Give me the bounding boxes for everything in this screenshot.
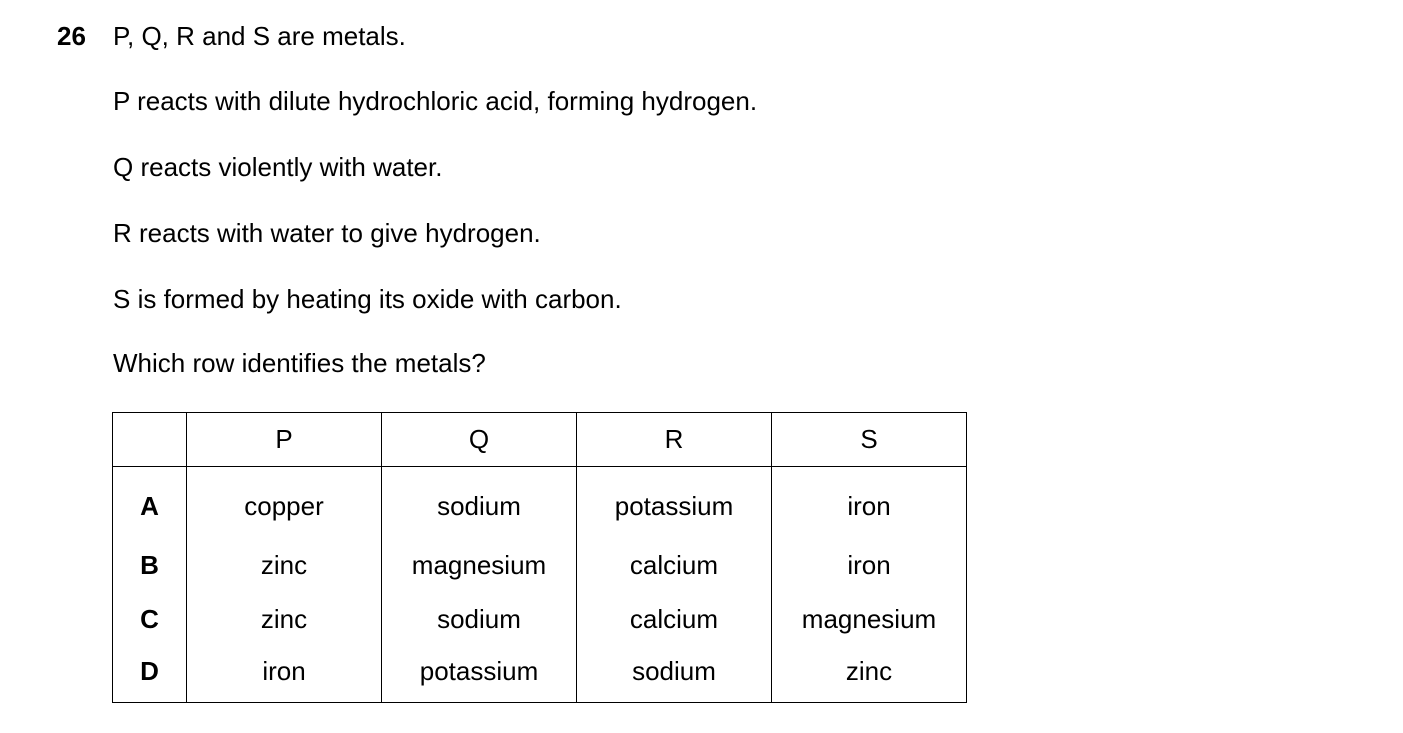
table-cell: sodium: [382, 592, 577, 646]
option-label: B: [113, 538, 187, 592]
statement-q: Q reacts violently with water.: [113, 152, 443, 182]
header-s: S: [772, 413, 967, 467]
table-cell: iron: [187, 646, 382, 703]
statement-p: P reacts with dilute hydrochloric acid, forming hydrogen.: [113, 86, 758, 116]
header-r: R: [577, 413, 772, 467]
table-cell: potassium: [577, 467, 772, 539]
table-cell: magnesium: [772, 592, 967, 646]
table-cell: sodium: [577, 646, 772, 703]
table-cell: iron: [772, 467, 967, 539]
table-cell: zinc: [772, 646, 967, 703]
table-cell: zinc: [187, 592, 382, 646]
table-cell: calcium: [577, 592, 772, 646]
statement-r: R reacts with water to give hydrogen.: [113, 218, 541, 248]
header-blank: [113, 413, 187, 467]
question-intro: P, Q, R and S are metals.: [113, 21, 406, 51]
table-cell: potassium: [382, 646, 577, 703]
question-prompt: Which row identifies the metals?: [113, 348, 486, 378]
table-cell: magnesium: [382, 538, 577, 592]
table-row-a: [113, 467, 967, 539]
question-number: 26: [57, 21, 86, 51]
option-label: A: [113, 467, 187, 539]
table-cell: zinc: [187, 538, 382, 592]
header-p: P: [187, 413, 382, 467]
table-row-b: [113, 538, 967, 592]
option-label: D: [113, 646, 187, 703]
statement-s: S is formed by heating its oxide with carbon.: [113, 284, 622, 314]
header-q: Q: [382, 413, 577, 467]
answer-table: [112, 412, 967, 703]
table-header-row: [113, 413, 967, 467]
table-row-c: [113, 592, 967, 646]
table-cell: sodium: [382, 467, 577, 539]
table-row-d: [113, 646, 967, 703]
table-cell: copper: [187, 467, 382, 539]
table-cell: calcium: [577, 538, 772, 592]
table-cell: iron: [772, 538, 967, 592]
option-label: C: [113, 592, 187, 646]
